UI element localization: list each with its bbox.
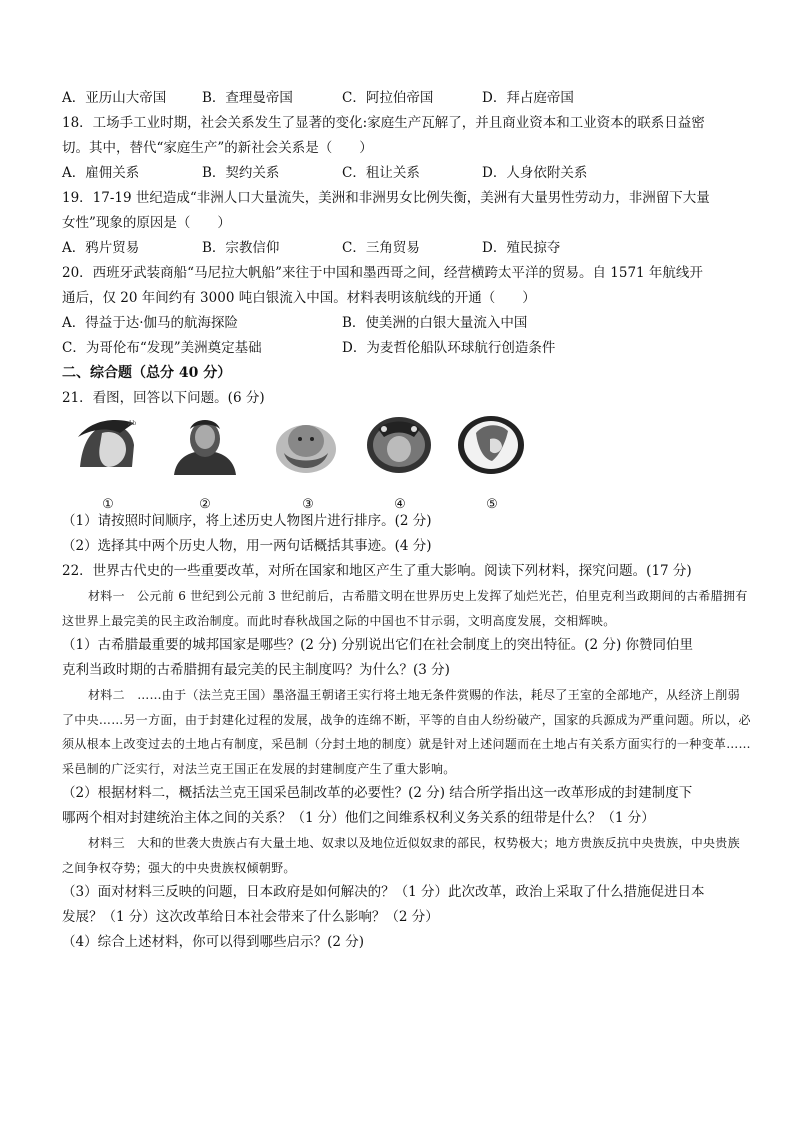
q20-option-c: C．为哥伦布“发现”美洲奠定基础 [62,340,262,356]
q20-option-d: D．为麦哲伦船队环球航行创造条件 [342,340,556,356]
q21-subquestion-1: （1）请按照时间顺序，将上述历史人物图片进行排序。(2 分) [62,513,432,529]
q17-option-d: D．拜占庭帝国 [482,90,574,106]
q19-options [62,236,752,261]
q19-stem-line2: 女性”现象的原因是（ ） [62,215,231,231]
q20-stem-line2: 通后，仅 20 年间约有 3000 吨白银流入中国。材料表明该航线的开通（ ） [62,290,536,306]
q17-options [62,86,752,111]
q22-subquestion-1-line2: 克利当政时期的古希腊拥有最完美的民主制度吗？为什么？(3 分) [62,662,450,678]
exam-page [62,86,752,955]
q19-option-d: D．殖民掠夺 [482,240,561,256]
q20-options-row1 [62,311,752,336]
q17-option-a: A．亚历山大帝国 [62,90,167,106]
portrait-5-label: ⑤ [486,497,498,512]
q22-subquestion-2-line2: 哪两个相对封建统治主体之间的关系？（1 分）他们之间维系权利义务关系的纽带是什么？（1 分） [62,810,655,826]
section-2-title: 二、综合题（总分 40 分） [62,365,232,381]
q18-stem-line2: 切。其中，替代“家庭生产”的新社会关系是（ ） [62,140,373,156]
q21-subquestion-2: （2）选择其中两个历史人物，用一两句话概括其事迹。(4 分) [62,538,432,554]
portrait-5-image [456,415,526,475]
portrait-2-image [170,415,240,475]
portrait-1-image [72,415,144,475]
q22-stem: 22．世界古代史的一些重要改革，对所在国家和地区产生了重大影响。阅读下列材料，探究问题。(17 分) [62,563,692,579]
portrait-4-label: ④ [394,497,406,512]
q21-stem: 21．看图，回答以下问题。(6 分) [62,390,265,406]
q22-material-3: 材料三 大和的世袭大贵族占有大量土地、奴隶以及地位近似奴隶的部民，权势极大；地方贵族反抗中央贵族，中央贵族之间争权夺势；强大的中央贵族权倾朝野。 [62,836,740,875]
q20-stem-line1: 20．西班牙武装商船“马尼拉大帆船”来往于中国和墨西哥之间，经营横跨太平洋的贸易。自 1571 年航线开 [62,265,703,281]
portrait-1-label: ① [102,497,114,512]
q20-option-b: B．使美洲的白银大量流入中国 [342,315,528,331]
q18-stem-line1: 18．工场手工业时期，社会关系发生了显著的变化:家庭生产瓦解了，并且商业资本和工业资本的联系日益密 [62,115,705,131]
q18-option-d: D．人身依附关系 [482,165,588,181]
q22-material-1: 材料一 公元前 6 世纪到公元前 3 世纪前后，古希腊文明在世界历史上发挥了灿烂光芒，伯里克利当政期间的古希腊拥有这世界上最完美的民主政治制度。而此时春秋战国之际的中国也不甘示弱，文明高度发展，交相辉映。 [62,589,748,628]
q20-option-a: A．得益于达·伽马的航海探险 [62,315,239,331]
portrait-3-label: ③ [302,497,314,512]
q19-option-b: B．宗教信仰 [202,240,280,256]
q22-subquestion-3-line1: （3）面对材料三反映的问题，日本政府是如何解决的？（1 分）此次改革，政治上采取了什么措施促进日本 [62,884,705,900]
q19-option-c: C．三角贸易 [342,240,420,256]
q22-material-2: 材料二 ……由于（法兰克王国）墨洛温王朝诸王实行将土地无条件赏赐的作法，耗尽了王室的全部地产，从经济上削弱了中央……另一方面，由于封建化过程的发展，战争的连绵不断，平等的自由人纷纷破产，国家的兵源成为严重问题。所以，必须从根本上改变过去的土地占有制度，采邑制（分封土地的制度）就是针对上述问题而在土地占有关系方面实行的一种变革……采邑制的广泛实行，对法兰克王国正在发展的封建制度产生了重大影响。 [62,688,751,776]
q18-option-b: B．契约关系 [202,165,280,181]
q17-option-b: B．查理曼帝国 [202,90,293,106]
svg-text:Ab: Ab [128,420,137,427]
portrait-2-label: ② [199,497,211,512]
q20-options-row2 [62,336,752,361]
portrait-3-image [270,415,342,475]
q19-stem-line1: 19．17-19 世纪造成“非洲人口大量流失，美洲和非洲男女比例失衡，美洲有大量男性劳动力，非洲留下大量 [62,190,710,206]
q18-option-a: A．雇佣关系 [62,165,140,181]
q22-subquestion-1-line1: （1）古希腊最重要的城邦国家是哪些？(2 分) 分别说出它们在社会制度上的突出特征。(2 分) 你赞同伯里 [62,637,693,653]
q22-subquestion-2-line1: （2）根据材料二，概括法兰克王国采邑制改革的必要性？(2 分) 结合所学指出这一改革形成的封建制度下 [62,785,693,801]
q22-subquestion-3-line2: 发展？（1 分）这次改革给日本社会带来了什么影响？（2 分） [62,909,439,925]
q19-option-a: A．鸦片贸易 [62,240,140,256]
q21-portrait-row [62,413,752,512]
q17-option-c: C．阿拉伯帝国 [342,90,434,106]
q18-option-c: C．租让关系 [342,165,420,181]
q22-subquestion-4: （4）综合上述材料，你可以得到哪些启示？(2 分) [62,934,365,950]
q18-options [62,161,752,186]
portrait-4-image [364,415,434,475]
